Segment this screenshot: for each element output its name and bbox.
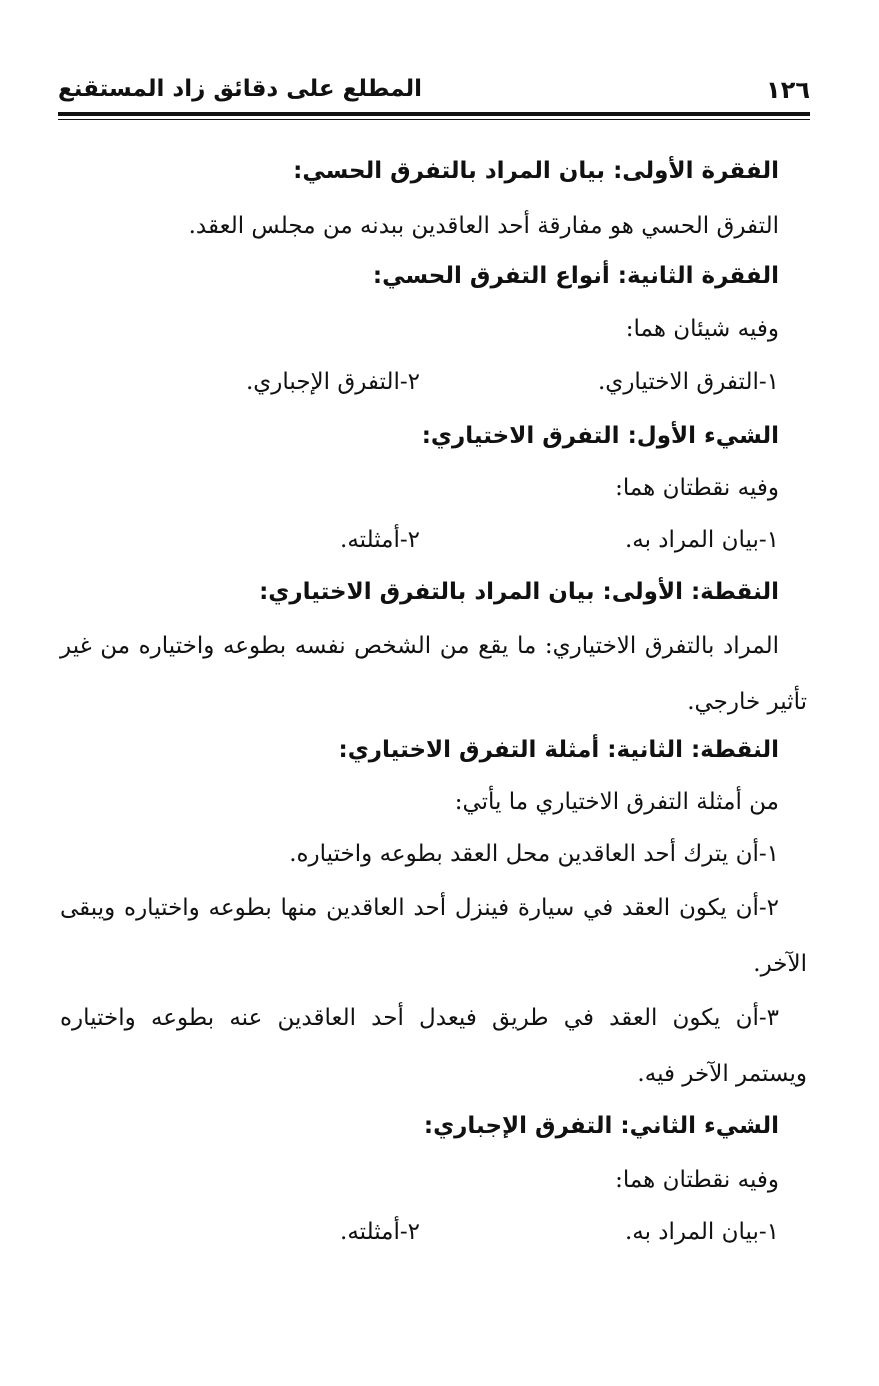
heading-paragraph-1: الفقرة الأولى: بيان المراد بالتفرق الحسي: bbox=[293, 158, 779, 184]
header-rule-thin bbox=[58, 119, 810, 120]
body-definition-voluntary-line2: تأثير خارجي. bbox=[687, 689, 807, 715]
header-rule-thick bbox=[58, 112, 810, 116]
list-item-compulsory: ٢-التفرق الإجباري. bbox=[245, 369, 420, 395]
body-definition-voluntary-line1: المراد بالتفرق الاختياري: ما يقع من الشخص نفسه بطوعه واختياره من غير bbox=[60, 633, 779, 659]
list-item-meaning-1: ١-بيان المراد به. bbox=[624, 527, 779, 553]
running-title: المطلع على دقائق زاد المستقنع bbox=[58, 76, 423, 102]
body-definition-sensory: التفرق الحسي هو مفارقة أحد العاقدين ببدنه من مجلس العقد. bbox=[188, 213, 779, 239]
page-number: ١٢٦ bbox=[766, 76, 810, 104]
intro-two-things: وفيه شيئان هما: bbox=[625, 316, 779, 342]
list-item-meaning-2: ١-بيان المراد به. bbox=[624, 1219, 779, 1245]
list-item-examples-1: ٢-أمثلته. bbox=[340, 527, 420, 553]
example-1: ١-أن يترك أحد العاقدين محل العقد بطوعه واختياره. bbox=[289, 841, 779, 867]
example-3-line2: ويستمر الآخر فيه. bbox=[637, 1061, 807, 1087]
example-2-line1: ٢-أن يكون العقد في سيارة فينزل أحد العاقدين منها بطوعه واختياره ويبقى bbox=[60, 895, 779, 921]
heading-paragraph-2: الفقرة الثانية: أنواع التفرق الحسي: bbox=[372, 263, 779, 289]
list-item-examples-2: ٢-أمثلته. bbox=[340, 1219, 420, 1245]
heading-point-two: النقطة: الثانية: أمثلة التفرق الاختياري: bbox=[338, 737, 779, 763]
heading-second-thing: الشيء الثاني: التفرق الإجباري: bbox=[423, 1113, 779, 1139]
intro-two-points-1: وفيه نقطتان هما: bbox=[615, 475, 779, 501]
heading-first-thing: الشيء الأول: التفرق الاختياري: bbox=[421, 423, 779, 449]
heading-point-one: النقطة: الأولى: بيان المراد بالتفرق الاختياري: bbox=[259, 579, 779, 605]
list-item-voluntary: ١-التفرق الاختياري. bbox=[598, 369, 779, 395]
intro-two-points-2: وفيه نقطتان هما: bbox=[615, 1167, 779, 1193]
example-3-line1: ٣-أن يكون العقد في طريق فيعدل أحد العاقدين عنه بطوعه واختياره bbox=[60, 1005, 779, 1031]
intro-examples: من أمثلة التفرق الاختياري ما يأتي: bbox=[454, 789, 779, 815]
example-2-line2: الآخر. bbox=[753, 951, 807, 977]
page-header bbox=[58, 72, 810, 112]
